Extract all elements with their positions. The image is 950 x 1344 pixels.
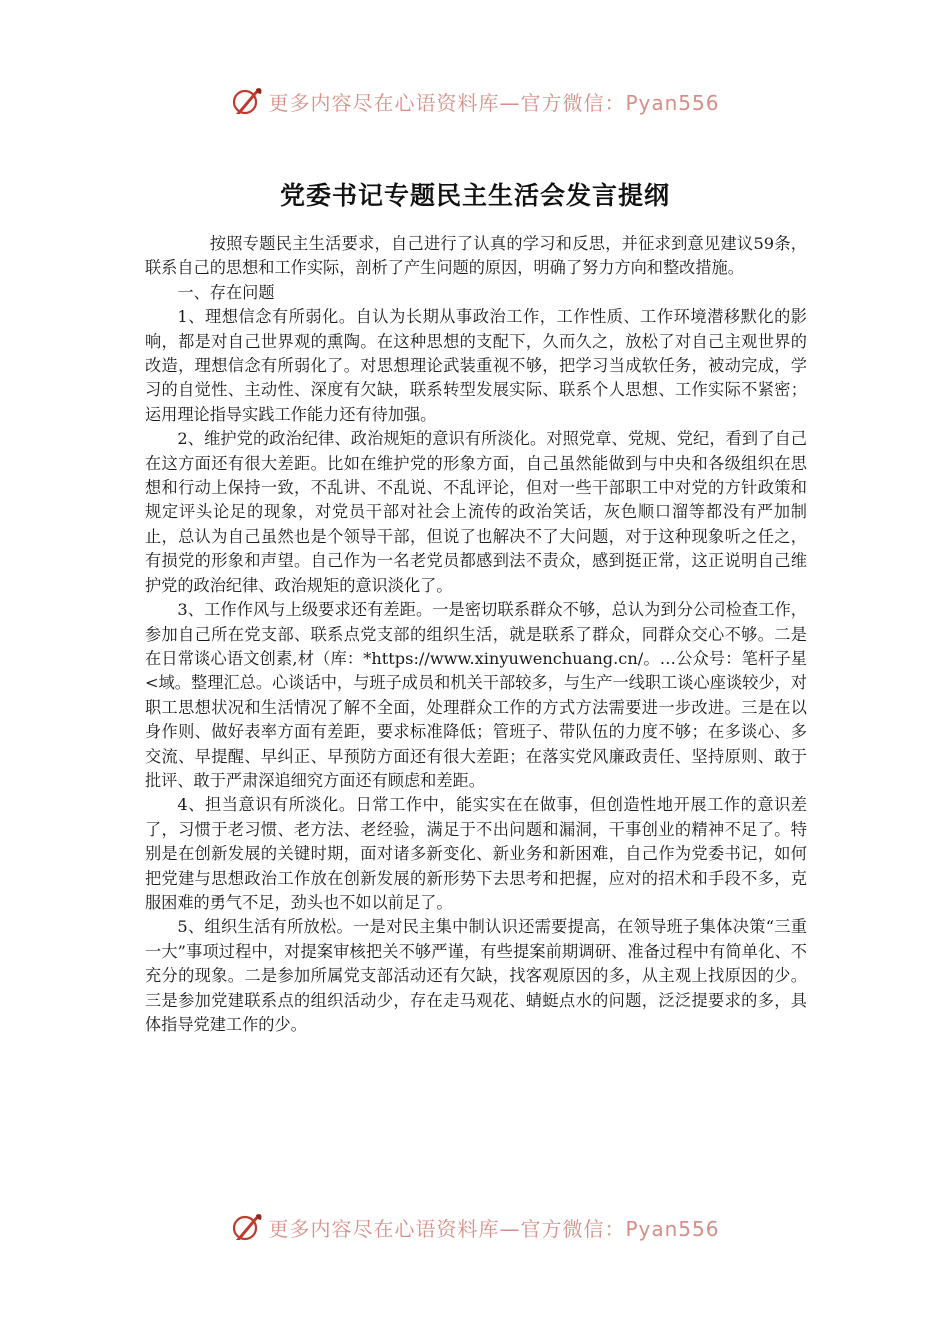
section-heading: 一、存在问题 xyxy=(177,282,275,302)
quill-pen-icon xyxy=(230,1210,264,1244)
paragraph-4: 4、担当意识有所淡化。日常工作中，能实实在在做事，但创造性地开展工作的意识差了，习惯于老习惯、老方法、老经验，满足于不出问题和漏洞，干事创业的精神不足了。特别是在创新发展的关键时期，面对诸多新变化、新业务和新困难，自己作为党委书记，如何把党建与思想政治工作放在创新发展的新形势下去思考和把握，应对的招术和手段不多，克服困难的勇气不足，劲头也不如以前足了。 xyxy=(145,795,807,912)
header-watermark xyxy=(0,84,950,118)
footer-watermark xyxy=(0,1210,950,1244)
watermark-text: 更多内容尽在心语资料库—官方微信：Pyan556 xyxy=(268,1216,720,1241)
document-body xyxy=(145,232,807,1037)
watermark-text: 更多内容尽在心语资料库—官方微信：Pyan556 xyxy=(268,90,720,115)
paragraph-3: 3、工作作风与上级要求还有差距。一是密切联系群众不够，总认为到分公司检查工作，参加自己所在党支部、联系点党支部的组织生活，就是联系了群众，同群众交心不够。二是在日常谈心语文创素,材（库：*https://www.xinyuwenchuang.cn/。…公众号：笔杆子星<域。整理汇总。心谈话中，与班子成员和机关干部较多，与生产一线职工谈心座谈较少，对职工思想状况和生活情况了解不全面，处理群众工作的方式方法需要进一步改进。三是在以身作则、做好表率方面有差距，要求标准降低；管班子、带队伍的力度不够；在多谈心、多交流、早提醒、早纠正、早预防方面还有很大差距；在落实党风廉政责任、坚持原则、敢于批评、敢于严肃深追细究方面还有顾虑和差距。 xyxy=(145,600,807,790)
intro-paragraph: 按照专题民主生活要求，自己进行了认真的学习和反思，并征求到意见建议59条，联系自己的思想和工作实际，剖析了产生问题的原因，明确了努力方向和整改措施。 xyxy=(145,234,807,278)
paragraph-2: 2、维护党的政治纪律、政治规矩的意识有所淡化。对照党章、党规、党纪，看到了自己在这方面还有很大差距。比如在维护党的形象方面，自己虽然能做到与中央和各级组织在思想和行动上保持一致，不乱讲、不乱说、不乱评论，但对一些干部职工中对党的方针政策和规定评头论足的现象，对党员干部对社会上流传的政治笑话，灰色顺口溜等都没有严加制止，总认为自己虽然也是个领导干部，但说了也解决不了大问题，对于这种现象听之任之，有损党的形象和声望。自己作为一名老党员都感到法不责众，感到挺正常，这正说明自己维护党的政治纪律、政治规矩的意识淡化了。 xyxy=(145,429,807,595)
document-title: 党委书记专题民主生活会发言提纲 xyxy=(279,181,670,210)
paragraph-5: 5、组织生活有所放松。一是对民主集中制认识还需要提高，在领导班子集体决策“三重一大”事项过程中，对提案审核把关不够严谨，有些提案前期调研、准备过程中有简单化、不充分的现象。二是参加所属党支部活动还有欠缺，找客观原因的多，从主观上找原因的少。三是参加党建联系点的组织活动少，存在走马观花、蜻蜓点水的问题，泛泛提要求的多，具体指导党建工作的少。 xyxy=(145,917,807,1034)
paragraph-1: 1、理想信念有所弱化。自认为长期从事政治工作，工作性质、工作环境潜移默化的影响，都是对自己世界观的熏陶。在这种思想的支配下，久而久之，放松了对自己主观世界的改造，理想信念有所弱化了。对思想理论武装重视不够，把学习当成软任务，被动完成，学习的自觉性、主动性、深度有欠缺，联系转型发展实际、联系个人思想、工作实际不紧密；运用理论指导实践工作能力还有待加强。 xyxy=(145,307,807,424)
quill-pen-icon xyxy=(230,84,264,118)
